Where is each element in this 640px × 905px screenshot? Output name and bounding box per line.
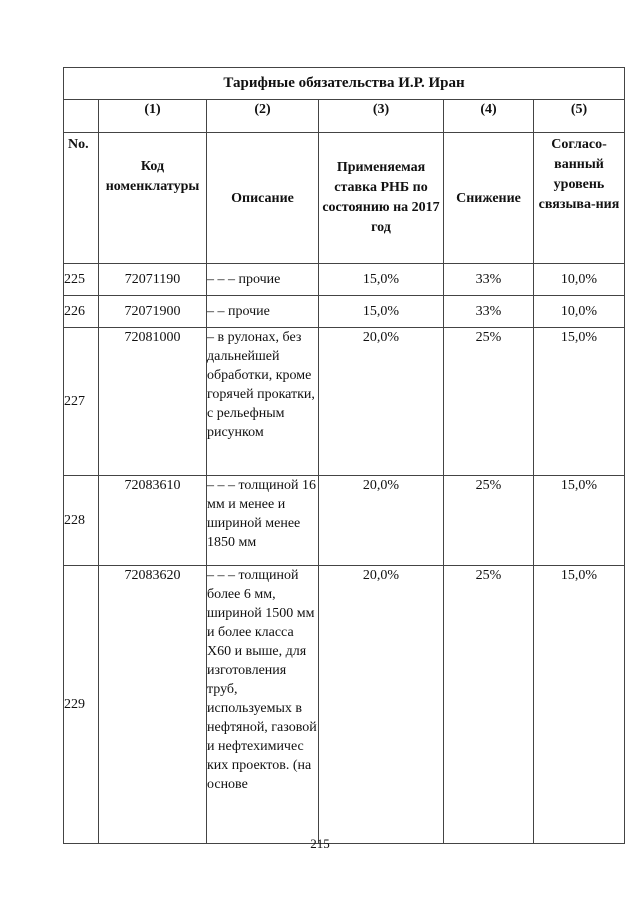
table-row	[64, 476, 625, 566]
column-number: (2)	[207, 100, 319, 133]
page-number: 215	[310, 836, 330, 851]
row-description: – – – прочие	[207, 264, 319, 296]
header-code: Код номенклатуры	[99, 133, 207, 264]
column-number: (1)	[99, 100, 207, 133]
row-applied-rate: 15,0%	[319, 296, 444, 328]
table-row	[64, 296, 625, 328]
row-code: 72071190	[99, 264, 207, 296]
column-number-row	[64, 100, 625, 133]
row-applied-rate: 15,0%	[319, 264, 444, 296]
row-applied-rate: 20,0%	[319, 566, 444, 844]
row-reduction: 33%	[444, 296, 534, 328]
column-number: (4)	[444, 100, 534, 133]
table-row	[64, 264, 625, 296]
row-number: 228	[64, 476, 99, 566]
row-agreed-level: 15,0%	[534, 566, 625, 844]
row-number: 227	[64, 328, 99, 476]
header-applied-rate: Применяемая ставка РНБ по состоянию на 2017 год	[319, 133, 444, 264]
row-description: – – – толщиной 16 мм и менее и шириной менее 1850 мм	[207, 476, 319, 566]
row-number: 226	[64, 296, 99, 328]
header-row	[64, 133, 625, 264]
row-description: – – – толщиной более 6 мм, шириной 1500 мм и более класса X60 и выше, для изготовления труб, используемых в нефтяной, газовой и нефтехимичес ких проектов. (на основе	[207, 566, 319, 844]
table-row	[64, 328, 625, 476]
row-number: 225	[64, 264, 99, 296]
row-number: 229	[64, 566, 99, 844]
row-reduction: 25%	[444, 566, 534, 844]
table-row	[64, 566, 625, 844]
row-code: 72081000	[99, 328, 207, 476]
tariff-table	[63, 67, 625, 844]
header-agreed-level: Согласо-ванный уровень связыва-ния	[534, 133, 625, 264]
table-title: Тарифные обязательства И.Р. Иран	[64, 68, 625, 100]
row-description: – – прочие	[207, 296, 319, 328]
row-reduction: 25%	[444, 476, 534, 566]
row-agreed-level: 15,0%	[534, 476, 625, 566]
header-description: Описание	[207, 133, 319, 264]
row-code: 72071900	[99, 296, 207, 328]
row-reduction: 33%	[444, 264, 534, 296]
column-number-blank	[64, 100, 99, 133]
row-applied-rate: 20,0%	[319, 476, 444, 566]
row-reduction: 25%	[444, 328, 534, 476]
row-agreed-level: 10,0%	[534, 296, 625, 328]
column-number: (5)	[534, 100, 625, 133]
row-applied-rate: 20,0%	[319, 328, 444, 476]
row-agreed-level: 10,0%	[534, 264, 625, 296]
header-reduction: Снижение	[444, 133, 534, 264]
row-agreed-level: 15,0%	[534, 328, 625, 476]
column-number: (3)	[319, 100, 444, 133]
row-code: 72083620	[99, 566, 207, 844]
row-description: – в рулонах, без дальнейшей обработки, кроме горячей прокатки, с рельефным рисунком	[207, 328, 319, 476]
row-code: 72083610	[99, 476, 207, 566]
header-no: No.	[64, 133, 99, 264]
